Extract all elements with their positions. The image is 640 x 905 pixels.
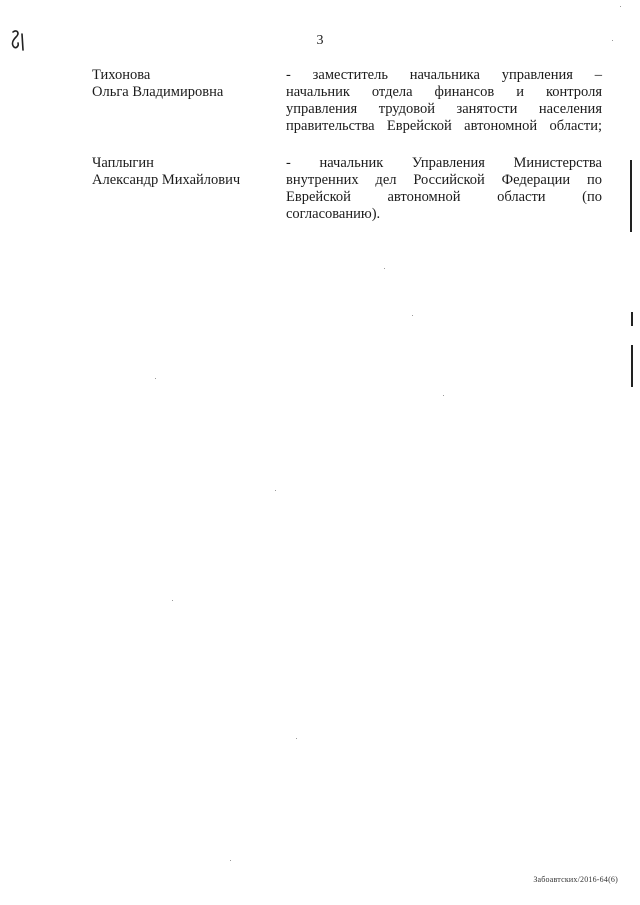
member-surname: Тихонова — [92, 67, 151, 83]
scan-speck — [612, 40, 613, 41]
scan-speck — [230, 860, 231, 861]
position-line: правительства Еврейской автономной области; — [286, 118, 602, 134]
position-line: - заместитель начальника управления – — [286, 67, 602, 83]
scan-edge-line — [630, 160, 632, 232]
position-line: согласованию). — [286, 206, 381, 222]
member-position — [286, 155, 602, 223]
position-line: начальник отдела финансов и контроля — [286, 84, 602, 100]
document-footer-code: Забоавтских/2016-64(6) — [533, 875, 618, 884]
member-name — [92, 155, 272, 189]
member-given-names: Ольга Владимировна — [92, 84, 224, 100]
member-position — [286, 67, 602, 135]
scan-speck — [275, 490, 276, 491]
scan-speck — [620, 6, 621, 7]
scan-speck — [443, 395, 444, 396]
scan-speck — [384, 268, 385, 269]
position-line: Еврейской автономной области (по — [286, 189, 602, 205]
member-given-names: Александр Михайлович — [92, 172, 241, 188]
position-line: управления трудовой занятости населения — [286, 101, 602, 117]
scan-speck — [172, 600, 173, 601]
member-name — [92, 67, 272, 101]
scan-speck — [296, 738, 297, 739]
member-surname: Чаплыгин — [92, 155, 154, 171]
scan-speck — [155, 378, 156, 379]
scan-speck — [412, 315, 413, 316]
position-line: - начальник Управления Министерства — [286, 155, 602, 171]
scan-edge-line — [631, 345, 633, 387]
position-line: внутренних дел Российской Федерации по — [286, 172, 602, 188]
page-number: 3 — [316, 33, 324, 48]
scan-edge-line — [631, 312, 633, 326]
